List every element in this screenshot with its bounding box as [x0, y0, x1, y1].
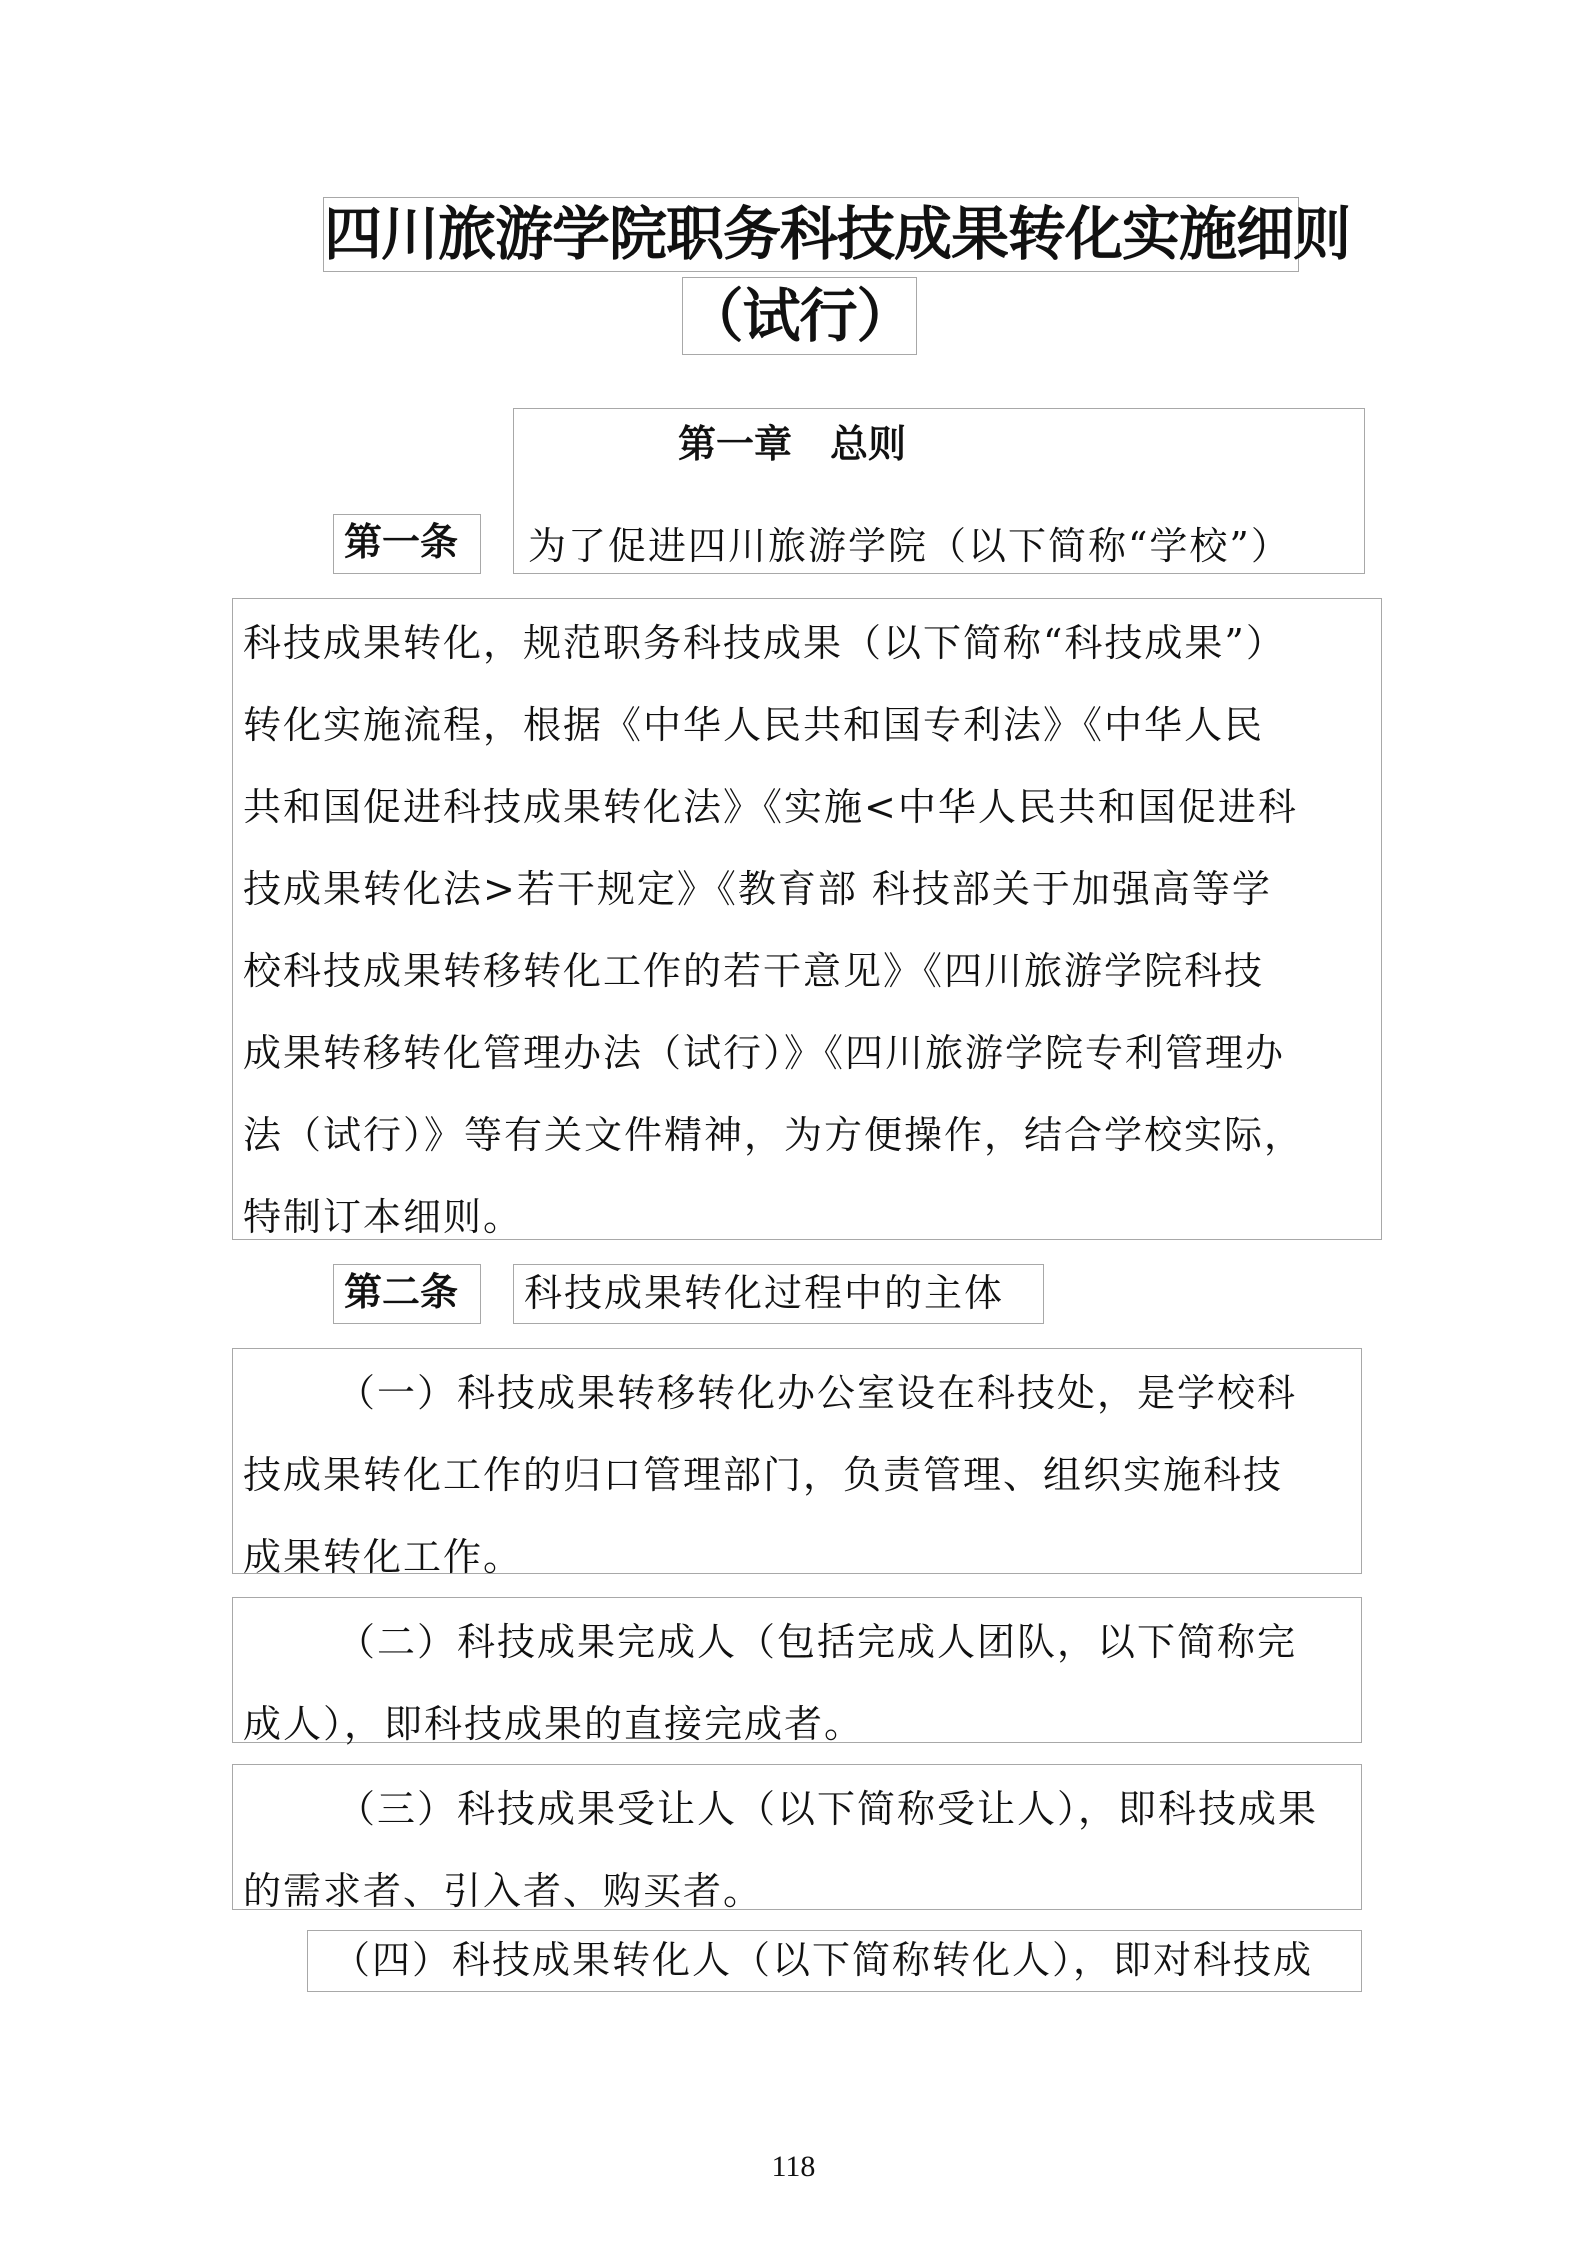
article2-item-3	[232, 1764, 1362, 1913]
text-line: 技成果转化工作的归口管理部门，负责管理、组织实施科技	[243, 1453, 1284, 1497]
text-line: 转化实施流程，根据《中华人民共和国专利法》《中华人民	[243, 703, 1265, 747]
text-line: （四）科技成果转化人（以下简称转化人），即对科技成	[332, 1938, 1314, 1982]
article2-label: 第二条	[333, 1264, 481, 1324]
article2-item-2	[232, 1597, 1362, 1746]
article1-body	[232, 598, 1382, 1240]
text-line: 的需求者、引入者、购买者。	[243, 1869, 764, 1913]
article2-item-1	[232, 1348, 1362, 1579]
text-line: （一）科技成果转移转化办公室设在科技处，是学校科	[337, 1371, 1298, 1415]
text-line: 特制订本细则。	[243, 1195, 524, 1239]
text-line: （二）科技成果完成人（包括完成人团队，以下简称完	[337, 1620, 1298, 1664]
text-line: 成果转移转化管理办法（试行）》《四川旅游学院专利管理办	[243, 1031, 1286, 1075]
article2-heading: 科技成果转化过程中的主体	[513, 1264, 1044, 1324]
document-subtitle: （试行）	[682, 277, 917, 355]
text-line: 成果转化工作。	[243, 1535, 524, 1579]
text-line: 法（试行）》等有关文件精神，为方便操作，结合学校实际，	[243, 1113, 1305, 1157]
text-line: 共和国促进科技成果转化法》《实施<中华人民共和国促进科	[243, 785, 1298, 829]
text-line: 校科技成果转移转化工作的若干意见》《四川旅游学院科技	[243, 949, 1265, 993]
chapter-section-box	[513, 408, 1365, 574]
text-line: 技成果转化法>若干规定》《教育部 科技部关于加强高等学	[243, 867, 1272, 911]
chapter-heading: 第一章 总则	[678, 422, 907, 466]
text-line: （三）科技成果受让人（以下简称受让人），即科技成果	[337, 1787, 1319, 1831]
text-line: 科技成果转化，规范职务科技成果（以下简称“科技成果”）	[243, 621, 1286, 665]
document-title: 四川旅游学院职务科技成果转化实施细则	[323, 197, 1299, 272]
text-line: 成人），即科技成果的直接完成者。	[243, 1702, 865, 1746]
article1-first-line: 为了促进四川旅游学院（以下简称“学校”）	[528, 524, 1291, 568]
article1-label: 第一条	[333, 514, 481, 574]
article2-item-4	[307, 1930, 1362, 1992]
page-number: 118	[771, 2150, 816, 2183]
